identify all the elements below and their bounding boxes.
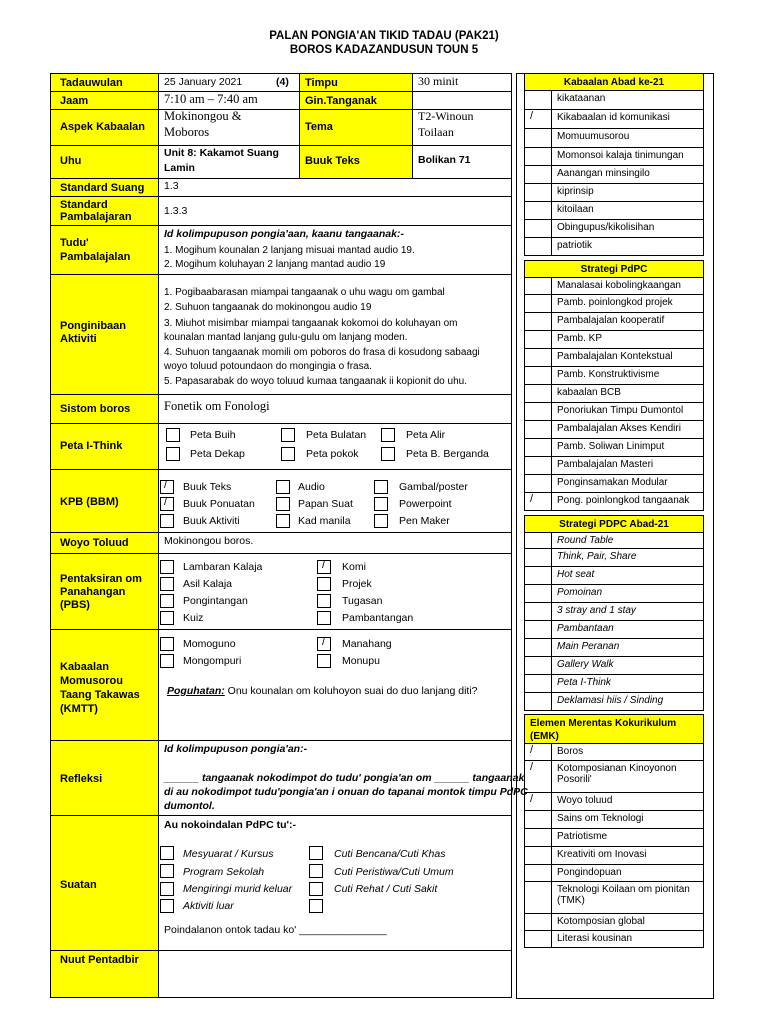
pen-maker-label: Pen Maker — [399, 515, 450, 527]
label-aktiviti-2: Aktiviti — [60, 333, 97, 345]
abad21-tick-cell[interactable] — [524, 201, 552, 220]
suatan-footer: Poindalanon ontok tadau ko' _______________ — [164, 924, 387, 936]
pdpc-tick-cell[interactable] — [524, 294, 552, 313]
abad21-item-label: kiprinsip — [557, 186, 594, 197]
label-buuk-teks: Buuk Teks — [305, 155, 360, 167]
emk-item-label: Woyo toluud — [557, 795, 613, 806]
peta-buih-label: Peta Buih — [190, 429, 236, 441]
label-kmtt-1: Kabaalan — [60, 661, 109, 673]
pdpc-item-label: Ponginsamakan Modular — [557, 477, 668, 488]
emk-item-label: Kotomposianan Kinoyonon Posorili' — [557, 763, 677, 785]
standard-pambalajaran-value: 1.3.3 — [164, 205, 188, 217]
pdpc-item-label: Pambalajalan Kontekstual — [557, 351, 673, 362]
abad21-tick-cell[interactable] — [524, 128, 552, 148]
pdpc21-tick-cell[interactable] — [524, 638, 552, 657]
emk-item-label: Literasi kousinan — [557, 933, 633, 944]
emk-tick-cell[interactable] — [524, 760, 552, 793]
refleksi-heading: Id kolimpupuson pongia'an:- — [164, 743, 308, 755]
abad21-tick: / — [530, 110, 534, 122]
pdpc21-item-label: Pambantaan — [557, 623, 614, 634]
pdpc-tick-cell[interactable] — [524, 438, 552, 457]
aktiviti-item-4-cont: woyo toluud potoundaon do mongingia o frasa. — [164, 361, 372, 372]
pdpc21-item-label: Peta I-Think — [557, 677, 611, 688]
refleksi-line-2: di au nokodimpot tudu'pongia'an i onuan do tapanai montok timpu PdPC — [164, 786, 528, 798]
pdpc21-tick-cell[interactable] — [524, 656, 552, 675]
pdpc21-tick-cell[interactable] — [524, 674, 552, 693]
pdpc21-tick-cell[interactable] — [524, 532, 552, 549]
checkbox-peta-buih[interactable] — [166, 428, 180, 442]
checkbox-gambal-poster[interactable] — [374, 480, 388, 494]
mongompuri-label: Mongompuri — [183, 655, 242, 667]
emk-tick-cell[interactable] — [524, 810, 552, 829]
emk-tick: / — [530, 744, 534, 756]
abad21-tick-cell[interactable] — [524, 183, 552, 202]
pdpc-tick-cell[interactable] — [524, 492, 552, 511]
pdpc-tick-cell[interactable] — [524, 474, 552, 493]
tadauwulan-num: (4) — [276, 76, 289, 88]
label-jaam: Jaam — [60, 95, 89, 107]
label-kmtt-3: Taang Takawas — [60, 689, 140, 701]
uhu-value-1: Unit 8: Kakamot Suang — [164, 147, 279, 159]
aktiviti-item-3: 3. Miuhot misimbar miampai tangaanak kokomoi do koluhayan om — [164, 318, 458, 329]
pdpc-item-label: Manalasai kobolingkaangan — [557, 280, 681, 291]
peta-pokok-label: Peta pokok — [306, 448, 359, 460]
cuti-bencana-label: Cuti Bencana/Cuti Khas — [334, 848, 446, 860]
abad21-tick-cell[interactable] — [524, 237, 552, 256]
suatan-heading: Au nokoindalan PdPC tu':- — [164, 819, 296, 831]
buuk-value: Bolikan 71 — [418, 154, 471, 166]
abad21-title: Kabaalan Abad ke-21 — [563, 77, 665, 88]
checkbox-audio[interactable] — [276, 480, 290, 494]
checkbox-mesyuarat[interactable] — [160, 846, 174, 860]
checkbox-aktiviti-luar[interactable] — [160, 899, 174, 913]
checkbox-cuti-bencana[interactable] — [309, 846, 323, 860]
monupu-label: Monupu — [342, 655, 380, 667]
aspek-value-1: Mokinongou & — [164, 109, 242, 123]
pdpc-tick: / — [530, 493, 534, 505]
label-uhu: Uhu — [60, 155, 82, 167]
emk-tick-cell[interactable] — [524, 743, 552, 761]
pdpc-tick-cell[interactable] — [524, 348, 552, 367]
checkbox-pambantangan[interactable] — [317, 611, 331, 625]
peta-berganda-label: Peta B. Berganda — [406, 448, 489, 460]
pdpc21-tick-cell[interactable] — [524, 548, 552, 567]
abad21-item-label: patriotik — [557, 240, 593, 251]
abad21-item-label: kitoilaan — [557, 204, 594, 215]
emk-tick-cell[interactable] — [524, 846, 552, 865]
checkbox-asil-kalaja[interactable] — [160, 577, 174, 591]
kmtt-question — [167, 686, 478, 698]
pdpc-item-label: Ponoriukan Timpu Dumontol — [557, 405, 684, 416]
audio-label: Audio — [298, 481, 325, 493]
label-tudu-1: Tudu' — [60, 237, 89, 249]
pdpc-tick-cell[interactable] — [524, 384, 552, 403]
abad21-item-label: Kikabaalan id komunikasi — [557, 112, 670, 123]
pdpc-title: Strategi PdPC — [580, 264, 648, 275]
checkbox-projek[interactable] — [317, 577, 331, 591]
pdpc-item-label: Pambalajalan Akses Kendiri — [557, 423, 681, 434]
pdpc21-item-label: Deklamasi hiis / Sinding — [557, 695, 664, 706]
tudu-item-2: 2. Mogihum koluhayan 2 lanjang mantad audio 19 — [164, 259, 386, 270]
checkbox-papan-suat[interactable] — [276, 497, 290, 511]
tick-buuk-teks: / — [164, 479, 168, 491]
emk-item-label: Teknologi Koilaan om pionitan (TMK) — [557, 884, 690, 906]
checkbox-cuti-peristiwa[interactable] — [309, 864, 323, 878]
tick-manahang: / — [322, 636, 326, 648]
cuti-rehat-label: Cuti Rehat / Cuti Sakit — [334, 883, 438, 895]
aktiviti-item-5: 5. Papasarabak do woyo toluud kumaa tangaanak ii kopionit do uhu. — [164, 376, 467, 387]
checkbox-peta-alir[interactable] — [381, 428, 395, 442]
abad21-item-label: kikataanan — [557, 93, 606, 104]
tugasan-label: Tugasan — [342, 595, 383, 607]
refleksi-line-3: dumontol. — [164, 800, 215, 812]
pdpc-item-label: kabaalan BCB — [557, 387, 621, 398]
papan-suat-label: Papan Suat — [298, 498, 353, 510]
checkbox-pen-maker[interactable] — [374, 514, 388, 528]
abad21-item-label: Aanangan minsingilo — [557, 168, 650, 179]
emk-tick-cell[interactable] — [524, 913, 552, 931]
label-standard-pambalajaran-1: Standard — [60, 199, 108, 211]
label-tudu-2: Pambalajalan — [60, 251, 131, 263]
asil-kalaja-label: Asil Kalaja — [183, 578, 233, 590]
emk-tick-cell[interactable] — [524, 881, 552, 914]
pdpc21-tick-cell[interactable] — [524, 584, 552, 603]
pongintangan-label: Pongintangan — [183, 595, 248, 607]
standard-suang-value: 1.3 — [164, 180, 179, 192]
pdpc-item-label: Pambalajalan Masteri — [557, 459, 654, 470]
emk-tick-cell[interactable] — [524, 930, 552, 948]
mesyuarat-label: Mesyuarat / Kursus — [183, 848, 274, 860]
tick-komi: / — [322, 559, 326, 571]
title-line-2: BOROS KADAZANDUSUN TOUN 5 — [289, 44, 479, 56]
checkbox-mengiringi-murid[interactable] — [160, 882, 174, 896]
pdpc-tick-cell[interactable] — [524, 366, 552, 385]
label-suatan: Suatan — [60, 879, 97, 891]
pdpc21-item-label: 3 stray and 1 stay — [557, 605, 636, 616]
pdpc-item-label: Pamb. Soliwan Linimput — [557, 441, 665, 452]
checkbox-buuk-aktiviti[interactable] — [160, 514, 174, 528]
woyo-value: Mokinongou boros. — [164, 535, 254, 547]
label-tema: Tema — [305, 121, 333, 133]
emk-item-label: Sains om Teknologi — [557, 813, 644, 824]
abad21-item-label: Momonsoi kalaja tinimungan — [557, 150, 684, 161]
emk-item-label: Kotomposian global — [557, 916, 645, 927]
pdpc-tick-cell[interactable] — [524, 277, 552, 295]
tema-value-2: Toilaan — [418, 125, 454, 139]
projek-label: Projek — [342, 578, 372, 590]
komi-label: Komi — [342, 561, 366, 573]
pdpc21-item-label: Round Table — [557, 535, 614, 546]
pdpc-item-label: Pamb. Konstruktivisme — [557, 369, 660, 380]
emk-item-label: Kreativiti om Inovasi — [557, 849, 647, 860]
emk-tick-cell[interactable] — [524, 828, 552, 847]
checkbox-peta-berganda[interactable] — [381, 447, 395, 461]
checkbox-monupu[interactable] — [317, 654, 331, 668]
momoguno-label: Momoguno — [183, 638, 236, 650]
kmtt-question-text: Onu kounalan om koluhoyon suai do duo lanjang diti? — [224, 685, 478, 697]
abad21-tick-cell[interactable] — [524, 165, 552, 184]
jaam-value: 7:10 am – 7:40 am — [164, 92, 258, 106]
pdpc-tick-cell[interactable] — [524, 312, 552, 331]
tick-buuk-ponuatan: / — [164, 496, 168, 508]
label-aspek: Aspek Kabaalan — [60, 121, 145, 133]
timpu-value: 30 minit — [418, 74, 459, 88]
pdpc21-item-label: Think, Pair, Share — [557, 551, 637, 562]
label-standard-pambalajaran-2: Pambalajaran — [60, 211, 132, 223]
powerpoint-label: Powerpoint — [399, 498, 452, 510]
checkbox-peta-dekap[interactable] — [166, 447, 180, 461]
tadauwulan-value: 25 January 2021 — [164, 76, 243, 88]
pdpc21-item-label: Pomoinan — [557, 587, 603, 598]
checkbox-extra[interactable] — [309, 899, 323, 913]
label-standard-suang: Standard Suang — [60, 182, 145, 194]
cuti-peristiwa-label: Cuti Peristiwa/Cuti Umum — [334, 866, 454, 878]
emk-tick: / — [530, 761, 534, 773]
abad21-item-label: Momuumusorou — [557, 131, 630, 142]
pdpc-tick-cell[interactable] — [524, 330, 552, 349]
checkbox-peta-bulatan[interactable] — [281, 428, 295, 442]
abad21-tick-cell[interactable] — [524, 219, 552, 238]
checkbox-tugasan[interactable] — [317, 594, 331, 608]
sistom-value: Fonetik om Fonologi — [164, 399, 270, 413]
emk-tick: / — [530, 793, 534, 805]
label-sistom: Sistom boros — [60, 403, 131, 415]
abad21-item-label: Obingupus/kikolisihan — [557, 222, 655, 233]
emk-item-label: Patriotisme — [557, 831, 608, 842]
pdpc-item-label: Pambalajalan kooperatif — [557, 315, 665, 326]
label-aktiviti-1: Ponginibaan — [60, 320, 126, 332]
label-refleksi: Refleksi — [60, 773, 103, 785]
kuiz-label: Kuiz — [183, 612, 204, 624]
pdpc-item-label: Pong. poinlongkod tangaanak — [557, 495, 690, 506]
pdpc21-title: Strategi PDPC Abad-21 — [559, 519, 669, 530]
title-line-1: PALAN PONGIA'AN TIKID TADAU (PAK21) — [269, 30, 499, 42]
label-timpu: Timpu — [305, 77, 338, 89]
aktiviti-item-3-cont: kounalan mantad lanjang gulu-gulu om lanjang moden. — [164, 332, 408, 343]
aktiviti-luar-label: Aktiviti luar — [183, 900, 234, 912]
pdpc21-tick-cell[interactable] — [524, 566, 552, 585]
buuk-ponuatan-label: Buuk Ponuatan — [183, 498, 255, 510]
tudu-heading: Id kolimpupuson pongia'aan, kaanu tangaanak:- — [164, 228, 404, 240]
tema-value-1: T2-Winoun — [418, 109, 474, 123]
kad-manila-label: Kad manila — [298, 515, 351, 527]
abad21-tick-cell[interactable] — [524, 109, 552, 129]
checkbox-kad-manila[interactable] — [276, 514, 290, 528]
uhu-value-2: Lamin — [164, 162, 195, 174]
emk-title-2: (EMK) — [530, 731, 559, 742]
label-think: Peta I-Think — [60, 440, 123, 452]
pdpc21-tick-cell[interactable] — [524, 602, 552, 621]
label-gin-tanganak: Gin.Tanganak — [305, 95, 377, 107]
pdpc-item-label: Pamb. KP — [557, 333, 603, 344]
checkbox-peta-pokok[interactable] — [281, 447, 295, 461]
label-pbs-1: Pentaksiran om — [60, 573, 142, 585]
pdpc-tick-cell[interactable] — [524, 456, 552, 475]
checkbox-mongompuri[interactable] — [160, 654, 174, 668]
label-pbs-3: (PBS) — [60, 599, 90, 611]
label-kmtt-2: Momusorou — [60, 675, 123, 687]
pdpc-tick-cell[interactable] — [524, 420, 552, 439]
checkbox-lambaran-kalaja[interactable] — [160, 560, 174, 574]
emk-item-label: Pongindopuan — [557, 867, 622, 878]
emk-item-label: Boros — [557, 746, 584, 757]
buuk-aktiviti-label: Buuk Aktiviti — [183, 515, 240, 527]
pambantangan-label: Pambantangan — [342, 612, 414, 624]
checkbox-cuti-rehat[interactable] — [309, 882, 323, 896]
peta-alir-label: Peta Alir — [406, 429, 446, 441]
pdpc-item-label: Pamb. poinlongkod projek — [557, 297, 673, 308]
aspek-value-2: Moboros — [164, 125, 210, 139]
aktiviti-item-2: 2. Suhuon tangaanak do mokinongou audio 19 — [164, 302, 372, 313]
pdpc21-tick-cell[interactable] — [524, 692, 552, 711]
pdpc21-item-label: Hot seat — [557, 569, 595, 580]
aktiviti-item-1: 1. Pogibaabarasan miampai tangaanak o uhu wagu om gambal — [164, 287, 445, 298]
pdpc21-item-label: Main Peranan — [557, 641, 620, 652]
peta-bulatan-label: Peta Bulatan — [306, 429, 367, 441]
emk-tick-cell[interactable] — [524, 864, 552, 882]
checkbox-pongintangan[interactable] — [160, 594, 174, 608]
abad21-tick-cell[interactable] — [524, 90, 552, 110]
pdpc21-item-label: Gallery Walk — [557, 659, 614, 670]
manahang-label: Manahang — [342, 638, 392, 650]
checkbox-powerpoint[interactable] — [374, 497, 388, 511]
buuk-teks-label: Buuk Teks — [183, 481, 232, 493]
gambal-poster-label: Gambal/poster — [399, 481, 468, 493]
peta-dekap-label: Peta Dekap — [190, 448, 245, 460]
label-tadauwulan: Tadauwulan — [60, 77, 123, 89]
label-woyo: Woyo Toluud — [60, 537, 129, 549]
label-pbs-2: Panahangan — [60, 586, 126, 598]
label-kmtt-4: (KMTT) — [60, 703, 98, 715]
refleksi-line-1: ______ tangaanak nokodimpot do tudu' pongia'an om ______ tangaanak — [164, 772, 525, 784]
checkbox-kuiz[interactable] — [160, 611, 174, 625]
label-nuut: Nuut Pentadbir — [60, 954, 139, 966]
pdpc-tick-cell[interactable] — [524, 402, 552, 421]
pdpc21-tick-cell[interactable] — [524, 620, 552, 639]
checkbox-program-sekolah[interactable] — [160, 864, 174, 878]
mengiringi-murid-label: Mengiringi murid keluar — [183, 883, 293, 895]
checkbox-momoguno[interactable] — [160, 637, 174, 651]
lambaran-kalaja-label: Lambaran Kalaja — [183, 561, 263, 573]
emk-title-1: Elemen Merentas Kokurikulum — [530, 718, 677, 729]
program-sekolah-label: Program Sekolah — [183, 866, 265, 878]
abad21-tick-cell[interactable] — [524, 147, 552, 166]
label-kpb: KPB (BBM) — [60, 496, 119, 508]
emk-tick-cell[interactable] — [524, 792, 552, 811]
tudu-item-1: 1. Mogihum kounalan 2 lanjang misuai mantad audio 19. — [164, 245, 415, 256]
aktiviti-item-4: 4. Suhuon tangaanak momili om poboros do frasa di kosudong sabaagi — [164, 347, 480, 358]
kmtt-question-label: Poguhatan: — [167, 685, 225, 697]
